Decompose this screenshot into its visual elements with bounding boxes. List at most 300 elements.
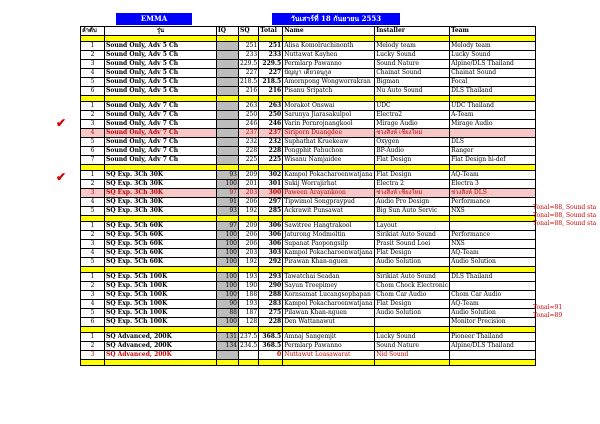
- separator-cell: [375, 360, 450, 366]
- cell-total: 228: [259, 147, 283, 156]
- cell-installer: ช่วงสิงห์ เชียงใหม่: [375, 129, 450, 138]
- cell-team: AQ-Team: [450, 171, 536, 180]
- cell-installer: Sound Nature: [375, 60, 450, 69]
- cell-sq: 251: [239, 42, 259, 51]
- cell-name: Sawitree Hangtrakool: [283, 222, 375, 231]
- cell-total: 306: [259, 231, 283, 240]
- cell-model: SQ Exp. 5Ch 100K: [105, 300, 217, 309]
- cell-sq: 193: [239, 300, 259, 309]
- cell-name: Pongphit Pahuchon: [283, 147, 375, 156]
- group-separator: [81, 360, 536, 366]
- cell-installer: Electra2: [375, 111, 450, 120]
- cell-sq: 246: [239, 120, 259, 129]
- cell-installer: Sirikiat Auto Sound: [375, 273, 450, 282]
- cell-name: Paween Arayankoon: [283, 189, 375, 198]
- cell-iq: [217, 111, 239, 120]
- cell-iq: 93: [217, 171, 239, 180]
- cell-installer: Prasit Sound Loei: [375, 240, 450, 249]
- tonal-note: Tonal=88, Sound sta: [533, 203, 597, 211]
- cell-team: Alpine/DLS Thailand: [450, 60, 536, 69]
- cell-iq: [217, 138, 239, 147]
- cell-name: Sukij Worrajirhat: [283, 180, 375, 189]
- col-header-no: ลำดับ: [81, 27, 105, 36]
- cell-iq: 134: [217, 342, 239, 351]
- cell-total: 300: [259, 189, 283, 198]
- cell-team: Electra 3: [450, 180, 536, 189]
- cell-name: Nuttawut Loasawarat: [283, 351, 375, 360]
- cell-iq: 100: [217, 249, 239, 258]
- cell-model: Sound Only, Adv 5 Ch: [105, 42, 217, 51]
- cell-total: 232: [259, 138, 283, 147]
- cell-iq: 97: [217, 189, 239, 198]
- cell-iq: 100: [217, 240, 239, 249]
- cell-name: Ackrawit Punsawat: [283, 207, 375, 216]
- cell-team: Pioneer Thailand: [450, 333, 536, 342]
- cell-name: Pirawan Khan-nguen: [283, 258, 375, 267]
- cell-name: Permlarp Pawanno: [283, 342, 375, 351]
- cell-iq: 90: [217, 300, 239, 309]
- cell-team: DLS: [450, 138, 536, 147]
- table-row: [81, 198, 536, 207]
- cell-total: 246: [259, 120, 283, 129]
- cell-total: 293: [259, 273, 283, 282]
- cell-team: UDC Thailand: [450, 102, 536, 111]
- cell-team: Chom Car Audio: [450, 291, 536, 300]
- cell-team: NXS: [450, 240, 536, 249]
- cell-sq: 250: [239, 111, 259, 120]
- cell-iq: [217, 129, 239, 138]
- table-row: [81, 318, 536, 327]
- table-row: [81, 129, 536, 138]
- cell-installer: Chainat Sound: [375, 69, 450, 78]
- table-row: [81, 282, 536, 291]
- cell-model: SQ Exp. 3Ch 30K: [105, 171, 217, 180]
- cell-installer: Nu Auto Sound: [375, 87, 450, 96]
- cell-total: 288: [259, 291, 283, 300]
- cell-no: 2: [81, 231, 105, 240]
- cell-model: SQ Advanced, 200K: [105, 342, 217, 351]
- cell-no: 1: [81, 273, 105, 282]
- cell-name: Supanat Paopongsilp: [283, 240, 375, 249]
- table-row: [81, 240, 536, 249]
- cell-name: Kampol Pokacharoenwatjana: [283, 300, 375, 309]
- cell-installer: Lucky Sound: [375, 333, 450, 342]
- results-body: [81, 36, 536, 366]
- cell-sq: 192: [239, 207, 259, 216]
- cell-team: Melody team: [450, 42, 536, 51]
- cell-name: Morakot Onswai: [283, 102, 375, 111]
- cell-name: Permlarp Pawanno: [283, 60, 375, 69]
- cell-model: SQ Exp. 3Ch 30K: [105, 189, 217, 198]
- cell-no: 5: [81, 78, 105, 87]
- cell-iq: 88: [217, 309, 239, 318]
- cell-iq: [217, 156, 239, 165]
- cell-name: Suphathat Kruekeaw: [283, 138, 375, 147]
- cell-iq: 100: [217, 180, 239, 189]
- cell-name: Siriporn Duangdee: [283, 129, 375, 138]
- cell-installer: Mirage Audio: [375, 120, 450, 129]
- cell-sq: 234.5: [240, 342, 258, 349]
- cell-no: 4: [81, 249, 105, 258]
- cell-iq: [217, 147, 239, 156]
- cell-model: SQ Exp. 3Ch 30K: [105, 180, 217, 189]
- cell-iq: 100: [217, 258, 239, 267]
- cell-sq: 206: [239, 231, 259, 240]
- cell-sq: 232: [239, 138, 259, 147]
- cell-sq: 237: [239, 129, 259, 138]
- cell-sq: 209: [239, 222, 259, 231]
- cell-no: 5: [81, 207, 105, 216]
- cell-total: 285: [259, 207, 283, 216]
- cell-team: DLS Thailand: [450, 273, 536, 282]
- table-row: [81, 42, 536, 51]
- cell-model: Sound Only, Adv 5 Ch: [105, 87, 217, 96]
- date-header: วันเสาร์ที่ 18 กันยายน 2553: [272, 13, 400, 25]
- cell-name: Kampol Pokacharoenwatjana: [283, 171, 375, 180]
- cell-model: Sound Only, Adv 7 Ch: [105, 111, 217, 120]
- cell-total: 303: [259, 249, 283, 258]
- cell-sq: 192: [239, 258, 259, 267]
- cell-iq: 131: [217, 333, 239, 342]
- cell-total: 225: [259, 156, 283, 165]
- table-row: [81, 78, 536, 87]
- cell-model: Sound Only, Adv 7 Ch: [105, 138, 217, 147]
- header-row: [81, 27, 536, 36]
- cell-model: Sound Only, Adv 7 Ch: [105, 156, 217, 165]
- cell-model: SQ Exp. 5Ch 100K: [105, 273, 217, 282]
- cell-no: 1: [81, 102, 105, 111]
- cell-total: 283: [259, 300, 283, 309]
- cell-sq: 216: [239, 87, 259, 96]
- cell-no: 4: [81, 129, 105, 138]
- table-row: [81, 180, 536, 189]
- cell-model: SQ Exp. 5Ch 60K: [105, 231, 217, 240]
- cell-team: ช่วงสิงห์ DLS: [450, 189, 536, 198]
- cell-team: DLS Thailand: [450, 87, 536, 96]
- cell-model: Sound Only, Adv 7 Ch: [105, 129, 217, 138]
- tonal-note: Tonal=89: [533, 311, 563, 319]
- cell-installer: BP-Audio: [375, 147, 450, 156]
- cell-iq: [217, 78, 239, 87]
- col-header-iq: IQ: [217, 27, 239, 36]
- table-row: [81, 249, 536, 258]
- cell-model: Sound Only, Adv 5 Ch: [105, 69, 217, 78]
- cell-no: 1: [81, 171, 105, 180]
- cell-installer: UDC: [375, 102, 450, 111]
- cell-no: 3: [81, 60, 105, 69]
- cell-installer: Flat Design: [375, 156, 450, 165]
- cell-no: 4: [81, 69, 105, 78]
- cell-model: Sound Only, Adv 5 Ch: [105, 78, 217, 87]
- cell-sq: 229.5: [240, 60, 258, 67]
- table-row: [81, 69, 536, 78]
- cell-iq: 100: [217, 273, 239, 282]
- cell-installer: Audio Pro Design: [375, 198, 450, 207]
- separator-cell: [81, 360, 105, 366]
- cell-no: 2: [81, 180, 105, 189]
- cell-no: 6: [81, 147, 105, 156]
- cell-iq: [217, 42, 239, 51]
- cell-team: Performance: [450, 198, 536, 207]
- cell-model: Sound Only, Adv 7 Ch: [105, 120, 217, 129]
- cell-installer: Oxygen: [375, 138, 450, 147]
- cell-sq: 237.5: [240, 333, 258, 340]
- cell-no: 5: [81, 258, 105, 267]
- cell-sq: 203: [239, 189, 259, 198]
- cell-iq: [217, 69, 239, 78]
- separator-cell: [217, 360, 239, 366]
- cell-no: 3: [81, 240, 105, 249]
- cell-name: Sarunya Jiarasakulpol: [283, 111, 375, 120]
- cell-iq: [217, 102, 239, 111]
- cell-installer: Flat Design: [375, 300, 450, 309]
- col-header-team: Team: [450, 27, 536, 36]
- cell-team: Audio Solution: [450, 258, 536, 267]
- cell-name: Amornpong Wongworrakran: [283, 78, 375, 87]
- cell-team: Flat Design hi-def: [450, 156, 536, 165]
- cell-installer: Melody team: [375, 42, 450, 51]
- cell-installer: Bigman: [375, 78, 450, 87]
- cell-iq: [217, 51, 239, 60]
- cell-team: Audio Solution: [450, 309, 536, 318]
- cell-no: 2: [81, 51, 105, 60]
- cell-no: 2: [81, 282, 105, 291]
- cell-team: Alpine/DLS Thailand: [450, 342, 536, 351]
- col-header-installer: Installer: [375, 27, 450, 36]
- cell-sq: 225: [239, 156, 259, 165]
- tonal-note: Tonal=88, Sound sta: [533, 211, 597, 219]
- table-row: [81, 120, 536, 129]
- cell-name: Alisa Komolruchinonth: [283, 42, 375, 51]
- cell-iq: 91: [217, 198, 239, 207]
- cell-total: 229.5: [259, 60, 283, 69]
- cell-model: SQ Advanced, 200K: [105, 333, 217, 342]
- cell-team: Lucky Sound: [450, 51, 536, 60]
- cell-installer: Layout: [375, 222, 450, 231]
- cell-model: SQ Exp. 5Ch 60K: [105, 258, 217, 267]
- cell-sq: 227: [239, 69, 259, 78]
- tonal-note: Tonal=91: [533, 303, 563, 311]
- table-row: [81, 147, 536, 156]
- cell-model: Sound Only, Adv 7 Ch: [105, 147, 217, 156]
- cell-sq: 203: [239, 249, 259, 258]
- table-row: [81, 291, 536, 300]
- cell-total: 368.5: [259, 342, 283, 351]
- table-row: [81, 222, 536, 231]
- cell-installer: Lucky Sound: [375, 51, 450, 60]
- cell-no: 2: [81, 342, 105, 351]
- table-row: [81, 111, 536, 120]
- cell-iq: [217, 120, 239, 129]
- cell-no: 3: [81, 351, 105, 360]
- cell-sq: 206: [239, 198, 259, 207]
- table-row: [81, 102, 536, 111]
- cell-name: Wisanu Namjaidee: [283, 156, 375, 165]
- cell-no: 1: [81, 333, 105, 342]
- cell-iq: 100: [217, 291, 239, 300]
- table-row: [81, 171, 536, 180]
- cell-iq: 100: [217, 282, 239, 291]
- cell-sq: 187: [239, 309, 259, 318]
- col-header-sq: SQ: [239, 27, 259, 36]
- cell-team: [450, 351, 536, 360]
- cell-total: 233: [259, 51, 283, 60]
- table-row: [81, 309, 536, 318]
- cell-total: 250: [259, 111, 283, 120]
- cell-no: 3: [81, 189, 105, 198]
- table-row: [81, 138, 536, 147]
- cell-team: AQ-Team: [450, 300, 536, 309]
- cell-no: 5: [81, 138, 105, 147]
- cell-sq: 193: [239, 273, 259, 282]
- cell-model: SQ Exp. 5Ch 100K: [105, 291, 217, 300]
- cell-model: Sound Only, Adv 5 Ch: [105, 51, 217, 60]
- cell-installer: Flat Design: [375, 249, 450, 258]
- separator-cell: [239, 360, 259, 366]
- cell-total: 0: [259, 351, 283, 360]
- cell-team: Mirage Audio: [450, 120, 536, 129]
- separator-cell: [105, 360, 217, 366]
- cell-installer: ช่วงสิงห์ เชียงใหม่: [375, 189, 450, 198]
- cell-model: SQ Advanced, 200K: [105, 351, 217, 360]
- cell-no: 5: [81, 309, 105, 318]
- cell-name: Tipwimol Songpraypud: [283, 198, 375, 207]
- cell-model: SQ Exp. 5Ch 60K: [105, 240, 217, 249]
- cell-sq: 263: [239, 102, 259, 111]
- cell-no: 1: [81, 222, 105, 231]
- cell-total: 292: [259, 258, 283, 267]
- cell-installer: Chom Chock Electronic: [376, 282, 449, 289]
- cell-iq: 93: [217, 207, 239, 216]
- cell-model: SQ Exp. 5Ch 100K: [105, 282, 217, 291]
- cell-no: 2: [81, 111, 105, 120]
- cell-name: ปัญญา เดียวอนุกูล: [283, 69, 375, 78]
- cell-no: 4: [81, 300, 105, 309]
- cell-total: 302: [259, 171, 283, 180]
- cell-installer: Sirikiat Auto Sound: [375, 231, 450, 240]
- cell-installer: Audio Solution: [375, 309, 450, 318]
- table-row: [81, 60, 536, 69]
- cell-total: 228: [259, 318, 283, 327]
- tonal-note: Tonal=88, Sound sta: [533, 219, 597, 227]
- cell-sq: 209: [239, 171, 259, 180]
- cell-team: Performance: [450, 231, 536, 240]
- cell-installer: Nid Sound: [375, 351, 450, 360]
- cell-installer: Chom Car Audio: [375, 291, 450, 300]
- cell-sq: 228: [239, 147, 259, 156]
- brand-header: EMMA: [116, 13, 192, 25]
- table-row: [81, 87, 536, 96]
- table-row: [81, 189, 536, 198]
- cell-team: Monitor Precision: [450, 318, 536, 327]
- cell-total: 275: [259, 309, 283, 318]
- cell-no: 3: [81, 291, 105, 300]
- cell-name: Kampol Pokacharoenwatjana: [283, 249, 375, 258]
- cell-name: Pisanu Sripatch: [283, 87, 375, 96]
- cell-name: Nuttawat Kayhen: [283, 51, 375, 60]
- cell-total: 263: [259, 102, 283, 111]
- cell-team: [450, 129, 536, 138]
- col-header-name: Name: [283, 27, 375, 36]
- table-row: [81, 156, 536, 165]
- cell-installer: Sound Nature: [375, 342, 450, 351]
- cell-name: Den Wattanawut: [283, 318, 375, 327]
- cell-iq: 100: [217, 318, 239, 327]
- cell-name: Varin Pornrojnangkool: [283, 120, 375, 129]
- cell-team: Ranger: [450, 147, 536, 156]
- cell-model: SQ Exp. 5Ch 100K: [105, 318, 217, 327]
- cell-name: Amnaj Sangemjit: [283, 333, 375, 342]
- cell-total: 251: [259, 42, 283, 51]
- cell-iq: [217, 351, 239, 360]
- cell-sq: 128: [239, 318, 259, 327]
- cell-no: 3: [81, 120, 105, 129]
- separator-cell: [283, 360, 375, 366]
- cell-team: Chainat Sound: [450, 69, 536, 78]
- cell-installer: Big Sun Auto Servic: [375, 207, 450, 216]
- cell-model: Sound Only, Adv 7 Ch: [105, 102, 217, 111]
- cell-total: 227: [259, 69, 283, 78]
- table-row: [81, 207, 536, 216]
- cell-team: AQ-Team: [450, 249, 536, 258]
- cell-sq: [239, 351, 259, 360]
- table-row: [81, 300, 536, 309]
- cell-name: Kornsamat Lucangsophapan: [283, 291, 375, 300]
- cell-no: 7: [81, 156, 105, 165]
- cell-no: 4: [81, 198, 105, 207]
- cell-model: SQ Exp. 5Ch 100K: [105, 309, 217, 318]
- table-row: [81, 273, 536, 282]
- table-row: [81, 333, 536, 342]
- cell-iq: 97: [217, 222, 239, 231]
- cell-sq: 188: [239, 291, 259, 300]
- cell-team: A-Team: [450, 111, 536, 120]
- cell-total: 306: [259, 222, 283, 231]
- cell-installer: Electra 2: [375, 180, 450, 189]
- cell-no: 6: [81, 318, 105, 327]
- cell-no: 1: [81, 42, 105, 51]
- cell-iq: 100: [217, 231, 239, 240]
- cell-iq: [217, 60, 239, 69]
- cell-sq: 233: [239, 51, 259, 60]
- separator-cell: [450, 360, 536, 366]
- results-table: [80, 26, 536, 366]
- table-row: [81, 231, 536, 240]
- cell-total: 306: [259, 240, 283, 249]
- cell-team: NXS: [450, 207, 536, 216]
- cell-sq: 190: [239, 282, 259, 291]
- cell-installer: [375, 318, 450, 327]
- check-mark-icon: ✔: [56, 115, 67, 130]
- cell-name: Tawatchai Seadan: [283, 273, 375, 282]
- separator-cell: [259, 360, 283, 366]
- table-row: [81, 258, 536, 267]
- cell-total: 368.5: [259, 333, 283, 342]
- cell-team: [450, 282, 536, 291]
- col-header-total: Total: [259, 27, 283, 36]
- cell-total: 297: [259, 198, 283, 207]
- table-row: [81, 342, 536, 351]
- table-row: [81, 51, 536, 60]
- cell-total: 301: [259, 180, 283, 189]
- table-row: [81, 351, 536, 360]
- cell-team: [450, 222, 536, 231]
- col-header-model: รุ่น: [105, 27, 217, 36]
- cell-iq: [217, 87, 239, 96]
- cell-sq: 206: [239, 240, 259, 249]
- cell-name: Jaturong Modmoltin: [283, 231, 375, 240]
- check-mark-icon: ✔: [56, 169, 67, 184]
